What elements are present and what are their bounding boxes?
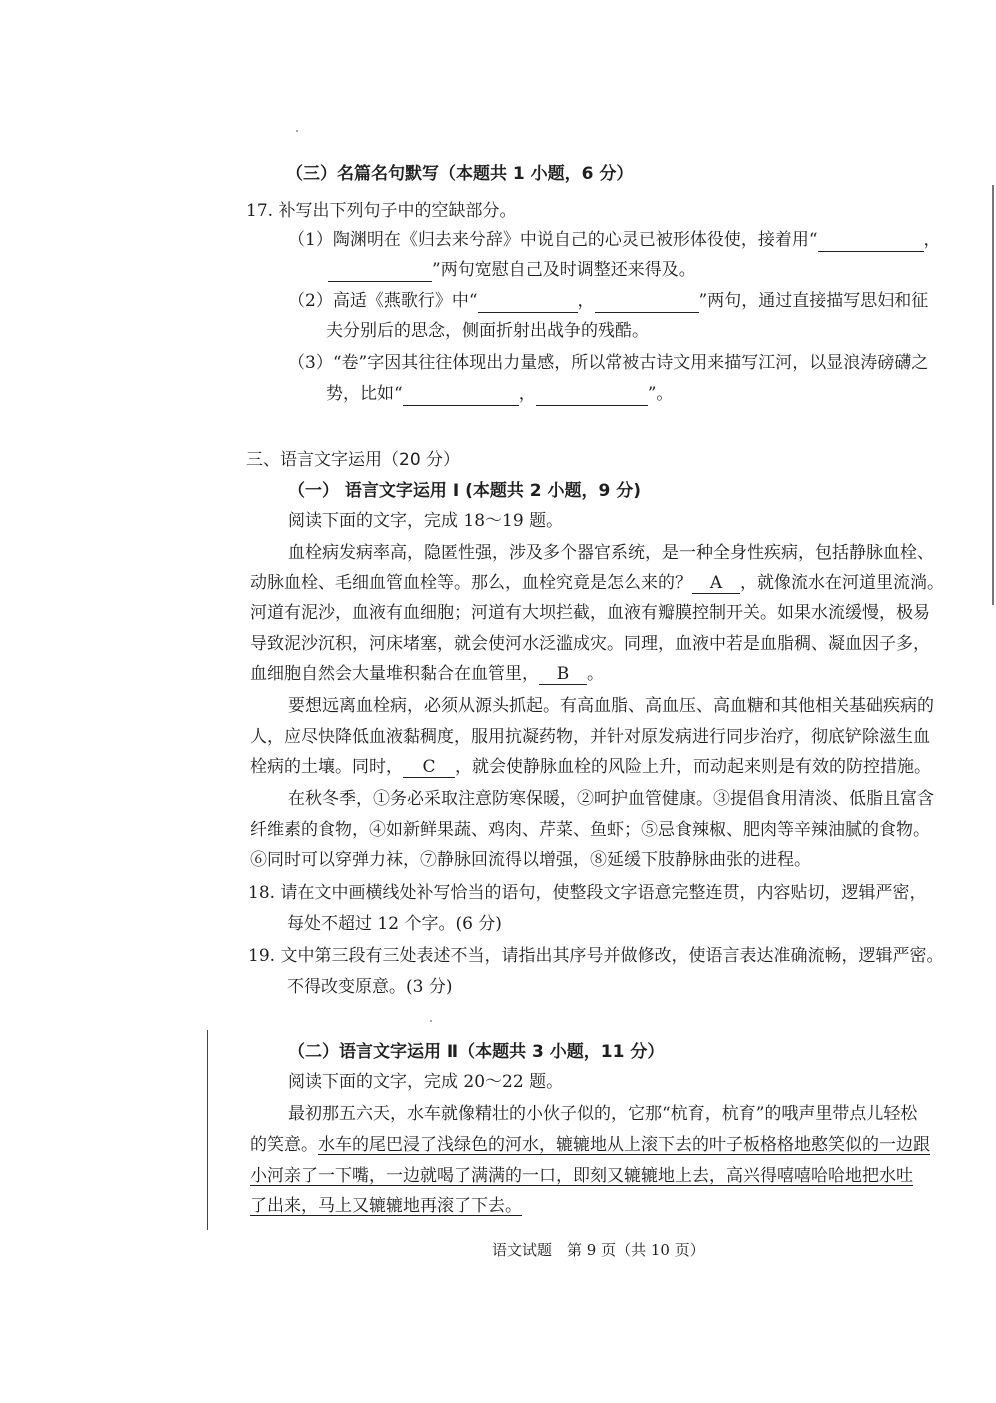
question-17-item-2-line-1	[288, 289, 928, 313]
blank-c: C	[403, 757, 455, 778]
question-19-line-2: 不得改变原意。(3 分)	[287, 977, 453, 997]
passage-3-line-3: ⑥同时可以穿弹力袜，⑦静脉回流得以增强，⑧延缓下肢静脉曲张的进程。	[250, 850, 811, 870]
comma: ，	[577, 291, 595, 311]
question-17-item-3-line-1: （3）“卷”字因其往往体现出力量感，所以常被古诗文用来描写江河，以显浪涛磅礴之	[288, 353, 929, 373]
answer-blank-4[interactable]	[595, 292, 699, 313]
question-18-line-2: 每处不超过 12 个字。(6 分)	[287, 914, 502, 934]
passage-text: ，就会使静脉血栓的风险上升，而动起来则是有效的防控措施。	[455, 757, 931, 777]
answer-blank-3[interactable]	[478, 292, 578, 313]
passage-text: 动脉血栓、毛细血管血栓等。那么，血栓究竟是怎么来的？	[250, 573, 692, 593]
scan-speck	[430, 1020, 432, 1022]
binding-margin-line	[207, 1030, 208, 1230]
passage-1-line-2	[250, 571, 944, 595]
subsection-1-intro: 阅读下面的文字，完成 18～19 题。	[288, 511, 564, 531]
subsection-1-heading: （一） 语言文字运用 Ⅰ (本题共 2 小题，9 分)	[288, 481, 642, 501]
passage-4-line-1: 最初那五六天，水车就像精壮的小伙子似的，它那“杭育，杭育”的哦声里带点儿轻松	[288, 1104, 918, 1124]
blank-a: A	[692, 573, 740, 594]
question-text: 势，比如“	[326, 384, 403, 404]
answer-blank-6[interactable]	[536, 385, 648, 406]
comma: ，	[923, 230, 941, 250]
passage-3-line-1: 在秋冬季，①务必采取注意防寒保暖，②呵护血管健康。③提倡食用清淡、低脂且富含	[288, 789, 934, 809]
question-17-stem: 17. 补写出下列句子中的空缺部分。	[246, 201, 517, 221]
section-heading-famous-lines: （三）名篇名句默写（本题共 1 小题，6 分）	[286, 164, 634, 184]
question-text: （1）陶渊明在《归去来兮辞》中说自己的心灵已被形体役使，接着用“	[288, 230, 818, 250]
blank-b: B	[539, 664, 587, 685]
question-text: ”两句宽慰自己及时调整还来得及。	[432, 260, 696, 280]
answer-blank-2[interactable]	[328, 261, 432, 282]
passage-text: ，就像流水在河道里流淌。	[740, 573, 944, 593]
underlined-sentence: 水车的尾巴浸了浅绿色的河水，辘辘地从上滚下去的叶子板格格地憨笑似的一边跟	[318, 1135, 930, 1155]
answer-blank-5[interactable]	[403, 385, 519, 406]
passage-1-line-1: 血栓病发病率高，隐匿性强，涉及多个器官系统，是一种全身性疾病，包括静脉血栓、	[288, 543, 934, 563]
passage-1-line-3: 河道有泥沙，血液有血细胞；河道有大坝拦截，血液有瓣膜控制开关。如果水流缓慢，极易	[250, 603, 930, 623]
question-18-line-1: 18. 请在文中画横线处补写恰当的语句，使整段文字语意完整连贯，内容贴切，逻辑严密，	[248, 883, 927, 903]
passage-2-line-1: 要想远离血栓病，必须从源头抓起。有高血脂、高血压、高血糖和其他相关基础疾病的	[288, 696, 934, 716]
part-3-heading: 三、语言文字运用（20 分）	[246, 450, 461, 470]
passage-text: 血细胞自然会大量堆积黏合在血管里，	[250, 664, 539, 684]
subsection-2-intro: 阅读下面的文字，完成 20～22 题。	[288, 1072, 564, 1092]
passage-text: 栓病的土壤。同时，	[250, 757, 403, 777]
subsection-2-heading: （二）语言文字运用 Ⅱ（本题共 3 小题，11 分）	[288, 1042, 665, 1062]
scan-speck	[296, 130, 298, 132]
passage-4-line-2	[250, 1133, 930, 1157]
passage-1-line-4: 导致泥沙沉积，河床堵塞，就会使河水泛滥成灾。同理，血液中若是血脂稠、凝血因子多，	[250, 634, 930, 654]
question-17-item-2-line-2: 夫分别后的思念，侧面折射出战争的残酷。	[326, 321, 649, 341]
passage-2-line-2: 人，应尽快降低血液黏稠度，服用抗凝药物，并针对原发病进行同步治疗，彻底铲除滋生血	[250, 727, 930, 747]
passage-2-line-3	[250, 755, 931, 779]
scan-edge-line	[992, 185, 994, 605]
question-19-line-1: 19. 文中第三段有三处表述不当，请指出其序号并做修改，使语言表达准确流畅，逻辑严密。	[248, 946, 944, 966]
passage-text: 的笑意。	[250, 1135, 318, 1155]
question-17-item-1-line-1	[288, 228, 941, 252]
question-text: ”两句，通过直接描写思妇和征	[698, 291, 929, 311]
passage-4-line-4-underlined: 了出来，马上又辘辘地再滚了下去。	[250, 1196, 522, 1216]
answer-blank-1[interactable]	[818, 231, 924, 252]
passage-1-line-5	[250, 662, 604, 686]
closing-quote: ”。	[647, 384, 674, 404]
passage-4-line-3-underlined: 小河亲了一下嘴，一边就喝了满满的一口，即刻又辘辘地上去，高兴得嘻嘻哈哈地把水吐	[250, 1166, 913, 1186]
passage-text: 。	[587, 664, 604, 684]
comma: ，	[518, 384, 536, 404]
question-17-item-1-line-2	[328, 258, 696, 282]
question-text: （2）高适《燕歌行》中“	[288, 291, 478, 311]
passage-3-line-2: 纤维素的食物，④如新鲜果蔬、鸡肉、芹菜、鱼虾；⑤忌食辣椒、肥肉等辛辣油腻的食物。	[250, 820, 930, 840]
page-footer: 语文试题 第 9 页（共 10 页）	[492, 1241, 705, 1259]
question-17-item-3-line-2	[326, 382, 673, 406]
